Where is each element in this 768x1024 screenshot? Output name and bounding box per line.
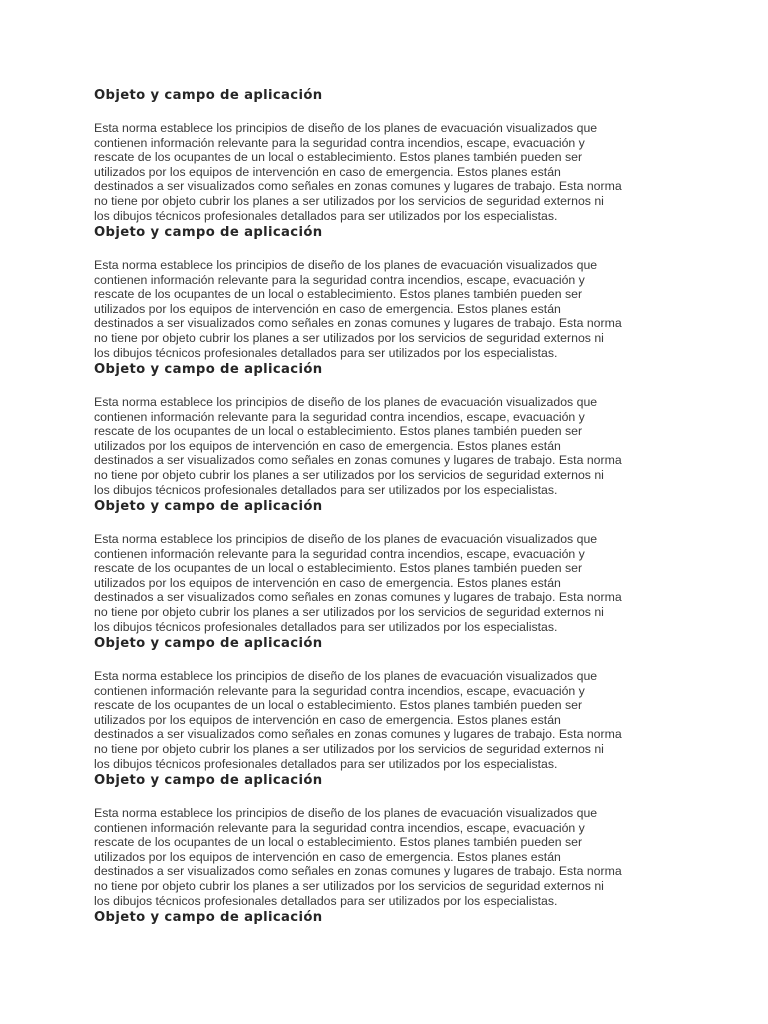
document-section — [94, 773, 694, 910]
paragraph-line: no tiene por objeto cubrir los planes a ser utilizados por los servicios de seguridad externos ni — [94, 193, 604, 208]
paragraph-line: contienen información relevante para la seguridad contra incendios, escape, evacuación y — [94, 409, 585, 424]
paragraph-line: contienen información relevante para la seguridad contra incendios, escape, evacuación y — [94, 683, 585, 698]
paragraph-line: contienen información relevante para la seguridad contra incendios, escape, evacuación y — [94, 135, 585, 150]
paragraph-line: utilizados por los equipos de intervención en caso de emergencia. Estos planes están — [94, 849, 561, 864]
paragraph-line: destinados a ser visualizados como señales en zonas comunes y lugares de trabajo. Esta norma — [94, 179, 622, 194]
section-heading: Objeto y campo de aplicación — [94, 88, 323, 103]
section-paragraph — [94, 532, 694, 634]
section-paragraph — [94, 258, 694, 360]
section-paragraph — [94, 669, 694, 771]
document-section — [94, 88, 694, 225]
paragraph-line: los dibujos técnicos profesionales detallados para ser utilizados por los especialistas. — [94, 619, 558, 634]
document-section — [94, 362, 694, 499]
paragraph-line: rescate de los ocupantes de un local o establecimiento. Estos planes también pueden ser — [94, 287, 583, 302]
paragraph-line: rescate de los ocupantes de un local o establecimiento. Estos planes también pueden ser — [94, 561, 583, 576]
paragraph-line: Esta norma establece los principios de diseño de los planes de evacuación visualizados que — [94, 532, 598, 546]
document-section — [94, 636, 694, 773]
paragraph-line: los dibujos técnicos profesionales detallados para ser utilizados por los especialistas. — [94, 345, 558, 360]
paragraph-line: destinados a ser visualizados como señales en zonas comunes y lugares de trabajo. Esta norma — [94, 453, 622, 468]
paragraph-line: utilizados por los equipos de intervención en caso de emergencia. Estos planes están — [94, 301, 561, 316]
document-section — [94, 225, 694, 362]
section-heading: Objeto y campo de aplicación — [94, 362, 323, 377]
paragraph-line: utilizados por los equipos de intervención en caso de emergencia. Estos planes están — [94, 164, 561, 179]
section-paragraph — [94, 121, 694, 223]
section-paragraph — [94, 395, 694, 497]
paragraph-line: destinados a ser visualizados como señales en zonas comunes y lugares de trabajo. Esta norma — [94, 316, 622, 331]
paragraph-line: Esta norma establece los principios de diseño de los planes de evacuación visualizados que — [94, 121, 598, 135]
paragraph-line: Esta norma establece los principios de diseño de los planes de evacuación visualizados que — [94, 258, 598, 272]
paragraph-line: utilizados por los equipos de intervención en caso de emergencia. Estos planes están — [94, 438, 561, 453]
paragraph-line: destinados a ser visualizados como señales en zonas comunes y lugares de trabajo. Esta norma — [94, 727, 622, 742]
paragraph-line: no tiene por objeto cubrir los planes a ser utilizados por los servicios de seguridad externos ni — [94, 330, 604, 345]
paragraph-line: los dibujos técnicos profesionales detallados para ser utilizados por los especialistas. — [94, 893, 558, 908]
paragraph-line: rescate de los ocupantes de un local o establecimiento. Estos planes también pueden ser — [94, 698, 583, 713]
paragraph-line: no tiene por objeto cubrir los planes a ser utilizados por los servicios de seguridad externos ni — [94, 604, 604, 619]
paragraph-line: no tiene por objeto cubrir los planes a ser utilizados por los servicios de seguridad externos ni — [94, 741, 604, 756]
paragraph-line: contienen información relevante para la seguridad contra incendios, escape, evacuación y — [94, 546, 585, 561]
paragraph-line: destinados a ser visualizados como señales en zonas comunes y lugares de trabajo. Esta norma — [94, 864, 622, 879]
paragraph-line: utilizados por los equipos de intervención en caso de emergencia. Estos planes están — [94, 712, 561, 727]
paragraph-line: los dibujos técnicos profesionales detallados para ser utilizados por los especialistas. — [94, 756, 558, 771]
paragraph-line: no tiene por objeto cubrir los planes a ser utilizados por los servicios de seguridad externos ni — [94, 467, 604, 482]
paragraph-line: destinados a ser visualizados como señales en zonas comunes y lugares de trabajo. Esta norma — [94, 590, 622, 605]
paragraph-line: los dibujos técnicos profesionales detallados para ser utilizados por los especialistas. — [94, 208, 558, 223]
paragraph-line: contienen información relevante para la seguridad contra incendios, escape, evacuación y — [94, 820, 585, 835]
section-heading: Objeto y campo de aplicación — [94, 225, 323, 240]
section-heading: Objeto y campo de aplicación — [94, 910, 323, 925]
paragraph-line: utilizados por los equipos de intervención en caso de emergencia. Estos planes están — [94, 575, 561, 590]
paragraph-line: rescate de los ocupantes de un local o establecimiento. Estos planes también pueden ser — [94, 835, 583, 850]
document-page — [94, 88, 694, 926]
section-heading: Objeto y campo de aplicación — [94, 773, 323, 788]
section-heading: Objeto y campo de aplicación — [94, 499, 323, 514]
paragraph-line: rescate de los ocupantes de un local o establecimiento. Estos planes también pueden ser — [94, 150, 583, 165]
paragraph-line: contienen información relevante para la seguridad contra incendios, escape, evacuación y — [94, 272, 585, 287]
paragraph-line: rescate de los ocupantes de un local o establecimiento. Estos planes también pueden ser — [94, 424, 583, 439]
section-paragraph — [94, 806, 694, 908]
paragraph-line: los dibujos técnicos profesionales detallados para ser utilizados por los especialistas. — [94, 482, 558, 497]
paragraph-line: Esta norma establece los principios de diseño de los planes de evacuación visualizados que — [94, 806, 598, 820]
paragraph-line: Esta norma establece los principios de diseño de los planes de evacuación visualizados que — [94, 395, 598, 409]
paragraph-line: no tiene por objeto cubrir los planes a ser utilizados por los servicios de seguridad externos ni — [94, 878, 604, 893]
paragraph-line: Esta norma establece los principios de diseño de los planes de evacuación visualizados que — [94, 669, 598, 683]
section-heading: Objeto y campo de aplicación — [94, 636, 323, 651]
document-section — [94, 499, 694, 636]
